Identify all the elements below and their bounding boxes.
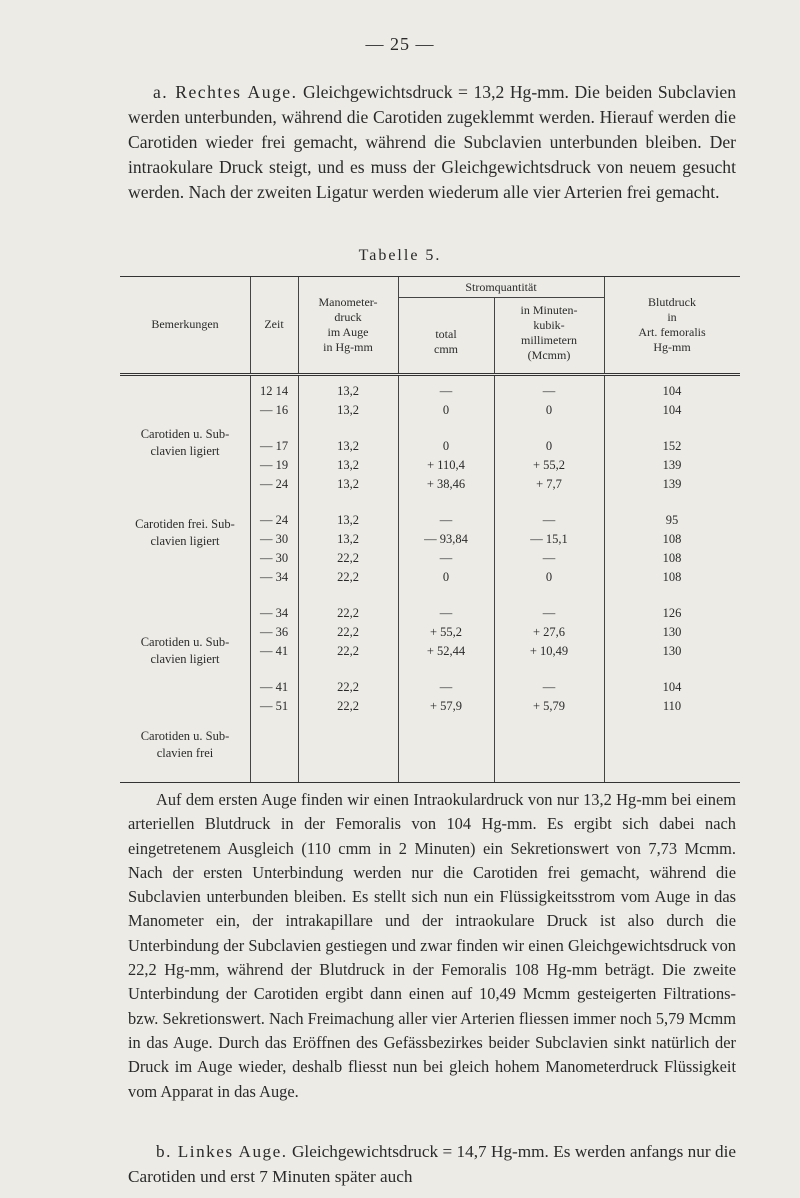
header-manometer-line: druck	[334, 310, 362, 324]
header-manometer-line: in Hg-mm	[323, 340, 373, 354]
table-row	[120, 549, 740, 568]
table-row	[120, 437, 740, 456]
next-text: Gleichgewichtsdruck = 14,7 Hg-mm. Es werden anfangs nur die Carotiden und erst 7 Minuten später auch	[128, 1142, 737, 1186]
cell-blut: 130	[662, 625, 682, 639]
cell-blut: 108	[662, 532, 682, 546]
table-row	[120, 642, 740, 661]
table-row	[120, 511, 740, 530]
header-manometer	[298, 295, 398, 355]
cell-total: —	[439, 384, 453, 398]
cell-kubik: —	[542, 384, 556, 398]
cell-mano: 13,2	[337, 403, 359, 417]
cell-total: 0	[442, 439, 450, 453]
cell-zeit: — 41	[259, 680, 289, 694]
cell-mano: 13,2	[337, 532, 359, 546]
table-row	[120, 697, 740, 716]
header-total	[398, 327, 494, 357]
cell-mano: 22,2	[337, 606, 359, 620]
header-zeit: Zeit	[264, 317, 284, 331]
page-number: — 25 —	[365, 34, 435, 54]
cell-mano: 22,2	[337, 570, 359, 584]
cell-zeit: — 30	[259, 532, 289, 546]
cell-zeit: — 24	[259, 513, 289, 527]
header-minuten-kubik	[494, 303, 604, 363]
cell-blut: 108	[662, 570, 682, 584]
table-row	[120, 530, 740, 549]
cell-total: + 110,4	[427, 458, 465, 472]
table-header	[120, 277, 740, 376]
table-caption: Tabelle 5.	[358, 247, 442, 264]
cell-kubik: + 55,2	[532, 458, 566, 472]
cell-blut: 108	[662, 551, 682, 565]
header-kubik-line: (Mcmm)	[527, 348, 571, 362]
cell-mano: 22,2	[337, 699, 359, 713]
header-kubik-line: millimetern	[521, 333, 577, 347]
cell-kubik: + 5,79	[532, 699, 566, 713]
cell-total: — 93,84	[424, 532, 468, 546]
remark-line: clavien ligiert	[150, 444, 220, 458]
cell-total: —	[439, 606, 453, 620]
cell-blut: 126	[662, 606, 682, 620]
cell-blut: 104	[662, 680, 682, 694]
table-row	[120, 568, 740, 587]
section-heading-right-eye: a. Rechtes Auge.	[153, 82, 298, 102]
cell-total: 0	[442, 570, 450, 584]
remark-line: clavien frei	[156, 746, 214, 760]
cell-zeit: — 36	[259, 625, 289, 639]
cell-mano: 22,2	[337, 644, 359, 658]
cell-kubik: + 10,49	[529, 644, 569, 658]
remark-line: Carotiden u. Sub-	[140, 427, 230, 441]
cell-blut: 110	[662, 699, 682, 713]
cell-total: 0	[442, 403, 450, 417]
cell-total: + 38,46	[426, 477, 466, 491]
cell-blut: 130	[662, 644, 682, 658]
cell-blut: 95	[665, 513, 679, 527]
table-body	[120, 376, 740, 782]
header-manometer-line: Manometer-	[318, 295, 378, 309]
cell-zeit: — 30	[259, 551, 289, 565]
cell-total: —	[439, 513, 453, 527]
header-kubik-line: kubik-	[533, 318, 565, 332]
remark-line: clavien ligiert	[150, 652, 220, 666]
header-manometer-line: im Auge	[327, 325, 369, 339]
cell-kubik: + 7,7	[536, 477, 562, 491]
header-blut-line: Hg-mm	[653, 340, 691, 354]
cell-blut: 104	[662, 384, 682, 398]
header-total-line: total	[435, 327, 457, 341]
cell-blut: 139	[662, 477, 682, 491]
data-table	[120, 276, 740, 783]
header-kubik-line: in Minuten-	[520, 303, 578, 317]
cell-kubik: —	[542, 680, 556, 694]
header-bemerkungen: Bemerkungen	[151, 317, 219, 331]
cell-mano: 13,2	[337, 458, 359, 472]
header-blut-line: Art. femoralis	[638, 325, 706, 339]
cell-zeit: — 16	[259, 403, 289, 417]
cell-kubik: 0	[545, 403, 553, 417]
table-row	[120, 623, 740, 642]
cell-zeit: 12 14	[259, 384, 289, 398]
cell-kubik: —	[542, 513, 556, 527]
header-stromquantitaet: Stromquantität	[465, 280, 537, 294]
discussion-paragraph: Auf dem ersten Auge finden wir einen Intraokulardruck von nur 13,2 Hg-mm bei einem arteriellen Blutdruck in der Femoralis von 104 Hg-mm. Es ergibt sich dabei nach eingetretenem Ausgleich (110 cmm in 2 Minuten) ein Sekretionswert von 7,73 Mcmm. Nach der ersten Unterbindung werden nur die Carotiden frei gemacht, während die Subclavien unterbunden bleiben. Es stellt sich nun ein Flüssigkeitsstrom vom Auge in das Manometer ein, der intrakapillare und der intraokulare Druck ist also durch die Unterbindung der Subclavien gestiegen und zwar finden wir einen Gleichgewichtsdruck von 22,2 Hg-mm, während der Blutdruck in der Femoralis 108 Hg-mm beträgt. Die zweite Unterbindung der Carotiden ergibt dann einen auf 10,49 Mcmm gesteigerten Filtrations- bzw. Sekretionswert. Nach Freimachung aller vier Arterien fliessen immer noch 5,79 Mcmm in das Auge. Durch das Eröffnen des Gefässbezirkes beider Subclavien sinkt natürlich der Druck im Auge wieder, deshalb fliesst nun bei gleich hohem Manometerdruck Flüssigkeit vom Apparat in das Auge.	[128, 790, 736, 1101]
table-row	[120, 382, 740, 401]
cell-kubik: 0	[545, 570, 553, 584]
remark-line: Carotiden u. Sub-	[140, 729, 230, 743]
cell-zeit: — 51	[259, 699, 289, 713]
cell-total: + 55,2	[429, 625, 463, 639]
cell-total: —	[439, 680, 453, 694]
cell-blut: 104	[662, 403, 682, 417]
cell-kubik: —	[542, 606, 556, 620]
header-blut-line: in	[667, 310, 677, 324]
cell-mano: 13,2	[337, 477, 359, 491]
table-row	[120, 475, 740, 494]
cell-kubik: 0	[545, 439, 553, 453]
header-blutdruck	[604, 295, 740, 355]
cell-total: + 57,9	[429, 699, 463, 713]
cell-kubik: + 27,6	[532, 625, 566, 639]
table-row	[120, 678, 740, 697]
header-total-line: cmm	[434, 342, 458, 356]
cell-kubik: — 15,1	[530, 532, 568, 546]
cell-mano: 22,2	[337, 625, 359, 639]
next-paragraph	[128, 1139, 736, 1189]
cell-blut: 139	[662, 458, 682, 472]
cell-zeit: — 17	[259, 439, 289, 453]
table-row	[120, 604, 740, 623]
cell-mano: 13,2	[337, 439, 359, 453]
cell-total: —	[439, 551, 453, 565]
cell-zeit: — 34	[259, 570, 289, 584]
remark-line: Carotiden u. Sub-	[140, 635, 230, 649]
cell-zeit: — 41	[259, 644, 289, 658]
table-row	[120, 456, 740, 475]
section-heading-left-eye: b. Linkes Auge.	[156, 1142, 288, 1161]
cell-kubik: —	[542, 551, 556, 565]
header-blut-line: Blutdruck	[648, 295, 696, 309]
cell-blut: 152	[662, 439, 682, 453]
cell-zeit: — 34	[259, 606, 289, 620]
intro-paragraph	[128, 80, 736, 205]
table-row	[120, 401, 740, 420]
remark-line: Carotiden frei. Sub-	[135, 517, 235, 531]
cell-mano: 13,2	[337, 513, 359, 527]
cell-total: + 52,44	[426, 644, 466, 658]
cell-zeit: — 19	[259, 458, 289, 472]
intro-text: Gleichgewichtsdruck = 13,2 Hg-mm. Die beiden Subclavien werden unterbunden, während die Carotiden zugeklemmt werden. Hierauf werden die Carotiden wieder frei gemacht, während die Subclavien unterbunden bleiben. Der intraokulare Druck steigt, und es muss der Gleichgewichtsdruck von neuem gesucht werden. Nach der zweiten Ligatur werden wiederum alle vier Arterien frei gemacht.	[128, 82, 737, 202]
cell-mano: 22,2	[337, 551, 359, 565]
cell-mano: 22,2	[337, 680, 359, 694]
cell-zeit: — 24	[259, 477, 289, 491]
cell-mano: 13,2	[337, 384, 359, 398]
remark-block	[120, 728, 250, 762]
remark-line: clavien ligiert	[150, 534, 220, 548]
